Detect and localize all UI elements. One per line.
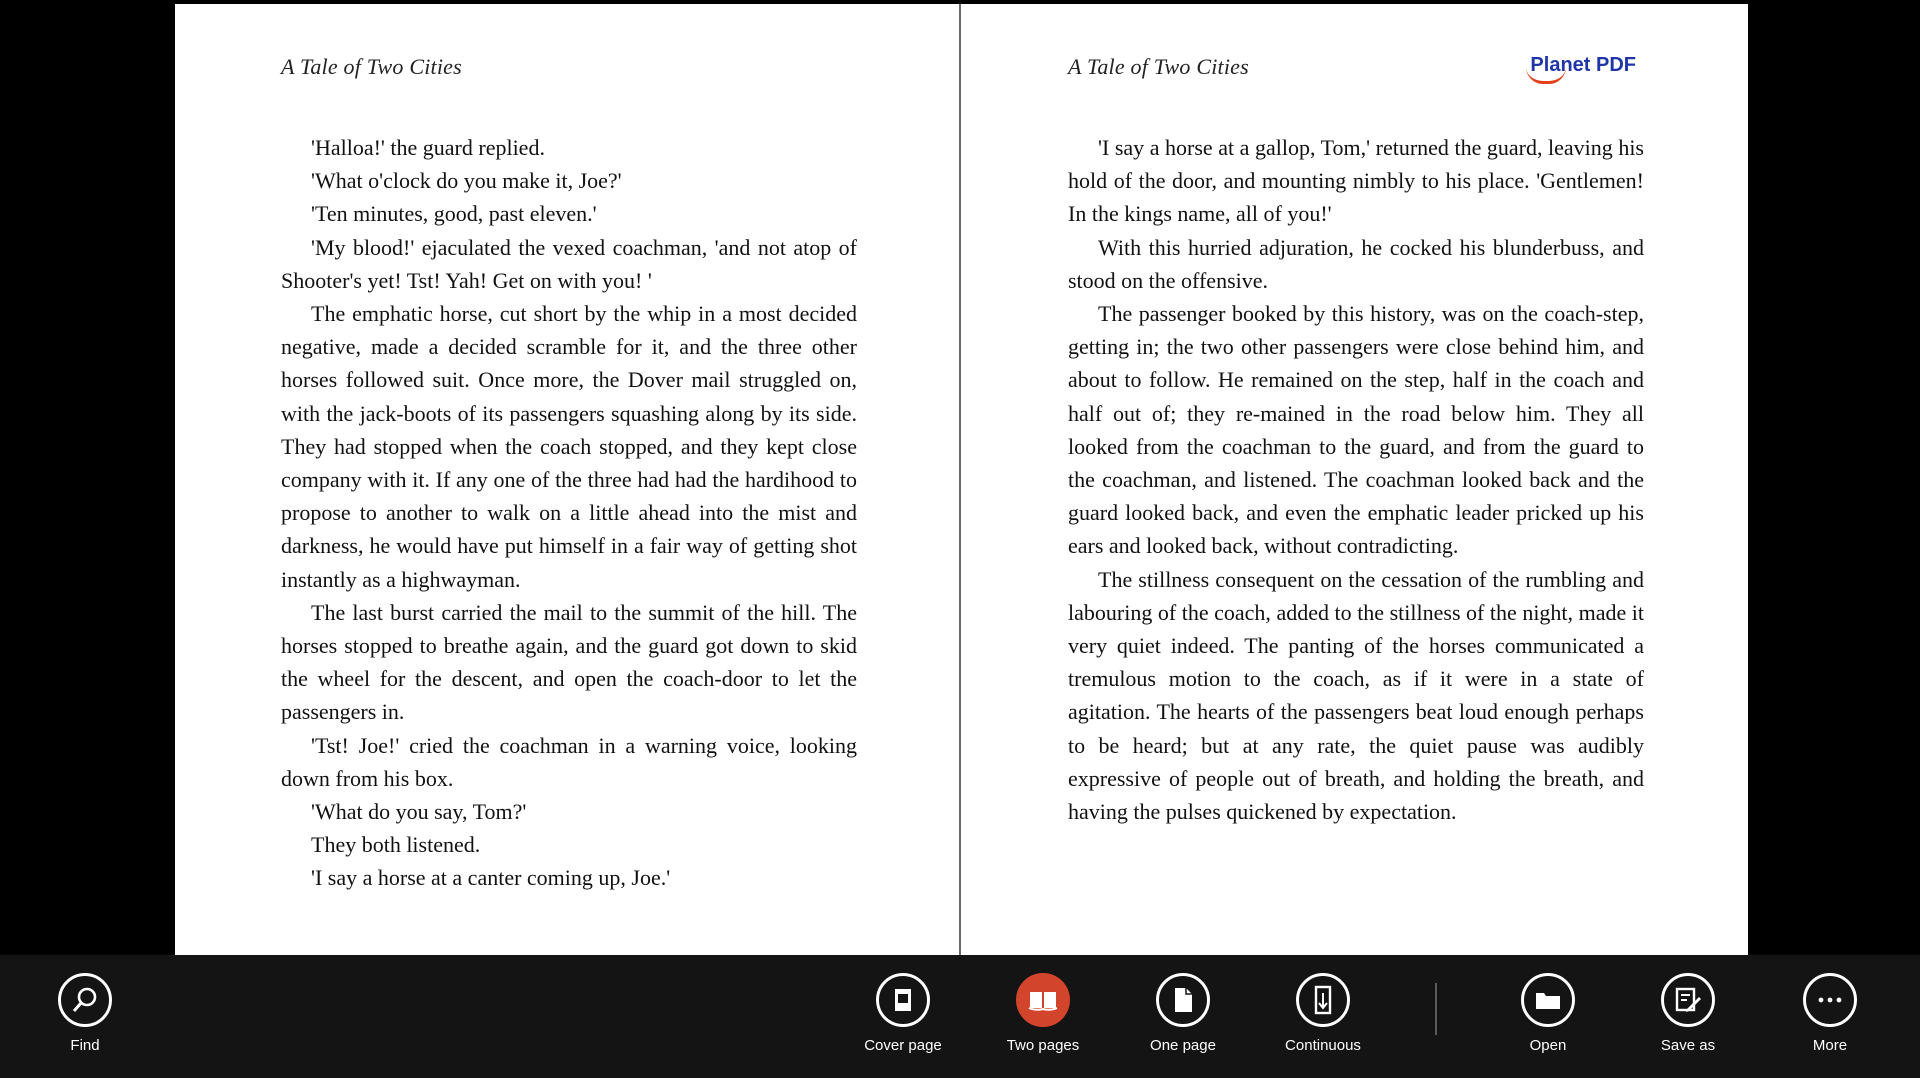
app-bar	[0, 955, 1920, 1078]
two-pages-icon	[1016, 973, 1070, 1027]
paragraph: 'Halloa!' the guard replied.	[311, 135, 545, 160]
logo-text: Planet PDF	[1530, 54, 1636, 76]
two-pages-button[interactable]	[983, 973, 1103, 1054]
folder-icon	[1521, 973, 1575, 1027]
paragraph: 'Tst! Joe!' cried the coachman in a warning voice, looking down from his box.	[281, 732, 857, 791]
continuous-label: Continuous	[1285, 1037, 1361, 1054]
paragraph: The stillness consequent on the cessation of the rumbling and labouring of the coach, added to the stillness of the night, made it very quiet indeed. The panting of the horses communicated a tremulous motion to the coach, as if it were in a state of agitation. The hearts of the passengers beat loud enough perhaps to be heard; but at any rate, the quiet pause was audibly expressive of people out of breath, and holding the breath, and having the pulses quickened by expectation.	[1068, 566, 1644, 825]
paragraph: 'Ten minutes, good, past eleven.'	[311, 201, 597, 227]
page-text	[281, 131, 857, 895]
continuous-button[interactable]	[1263, 973, 1383, 1054]
one-page-icon	[1156, 973, 1210, 1027]
cover-page-button[interactable]	[843, 973, 963, 1054]
one-page-label: One page	[1150, 1037, 1216, 1054]
find-label: Find	[70, 1037, 100, 1054]
one-page-button[interactable]	[1123, 973, 1243, 1054]
more-label: More	[1812, 1037, 1848, 1054]
paragraph: 'What do you say, Tom?'	[311, 799, 527, 825]
two-pages-label: Two pages	[1006, 1037, 1080, 1054]
paragraph: 'I say a horse at a canter coming up, Joe.'	[311, 865, 671, 891]
paragraph: 'I say a horse at a gallop, Tom,' returned the guard, leaving his hold of the door, and mounting nimbly to his place. 'Gentlemen! In the kings name, all of you!'	[1068, 135, 1644, 227]
continuous-icon	[1296, 973, 1350, 1027]
right-page	[961, 4, 1746, 955]
paragraph: They both listened.	[311, 832, 481, 858]
search-icon	[58, 973, 112, 1027]
paragraph: The passenger booked by this history, was on the coach-step, getting in; the two other passengers were close behind him, and about to follow. He remained on the step, half in the coach and half out of; they re-mained in the road below him. They all looked from the coachman to the guard, and from the guard to the coachman, and listened. The coachman looked back and the guard looked back, and even the emphatic leader pricked up his ears and looked back, without contradicting.	[1068, 301, 1644, 559]
running-head: A Tale of Two Cities	[281, 54, 462, 79]
appbar-separator	[1435, 983, 1437, 1035]
open-button[interactable]	[1488, 973, 1608, 1054]
save-as-icon	[1661, 973, 1715, 1027]
paragraph: 'My blood!' ejaculated the vexed coachman, 'and not atop of Shooter's yet! Tst! Yah! Get on with you! '	[281, 234, 857, 293]
more-button[interactable]	[1770, 973, 1890, 1054]
planet-pdf-logo	[1530, 54, 1636, 77]
open-label: Open	[1529, 1037, 1567, 1054]
save-as-button[interactable]	[1628, 973, 1748, 1054]
running-head: A Tale of Two Cities	[1068, 54, 1249, 79]
page-text	[1068, 131, 1644, 828]
cover-page-label: Cover page	[864, 1037, 942, 1054]
save-as-label: Save as	[1660, 1037, 1716, 1054]
left-page	[175, 4, 961, 955]
logo-swoosh	[1526, 67, 1566, 84]
cover-page-icon	[876, 973, 930, 1027]
more-icon	[1803, 973, 1857, 1027]
page-spread[interactable]	[175, 4, 1748, 955]
find-button[interactable]	[25, 973, 145, 1054]
paragraph: With this hurried adjuration, he cocked his blunderbuss, and stood on the offensive.	[1068, 234, 1644, 293]
paragraph: The last burst carried the mail to the summit of the hill. The horses stopped to breathe again, and the guard got down to skid the wheel for the descent, and open the coach-door to let the passengers in.	[281, 599, 857, 725]
paragraph: 'What o'clock do you make it, Joe?'	[311, 168, 622, 194]
paragraph: The emphatic horse, cut short by the whip in a most decided negative, made a decided scramble for it, and the three other horses followed suit. Once more, the Dover mail struggled on, with the jack-boots of its passengers squashing along by its side. They had stopped when the coach stopped, and they kept close company with it. If any one of the three had had the hardihood to propose to another to walk on a little ahead into the mist and darkness, he would have put himself in a fair way of getting shot instantly as a highwayman.	[281, 301, 857, 592]
